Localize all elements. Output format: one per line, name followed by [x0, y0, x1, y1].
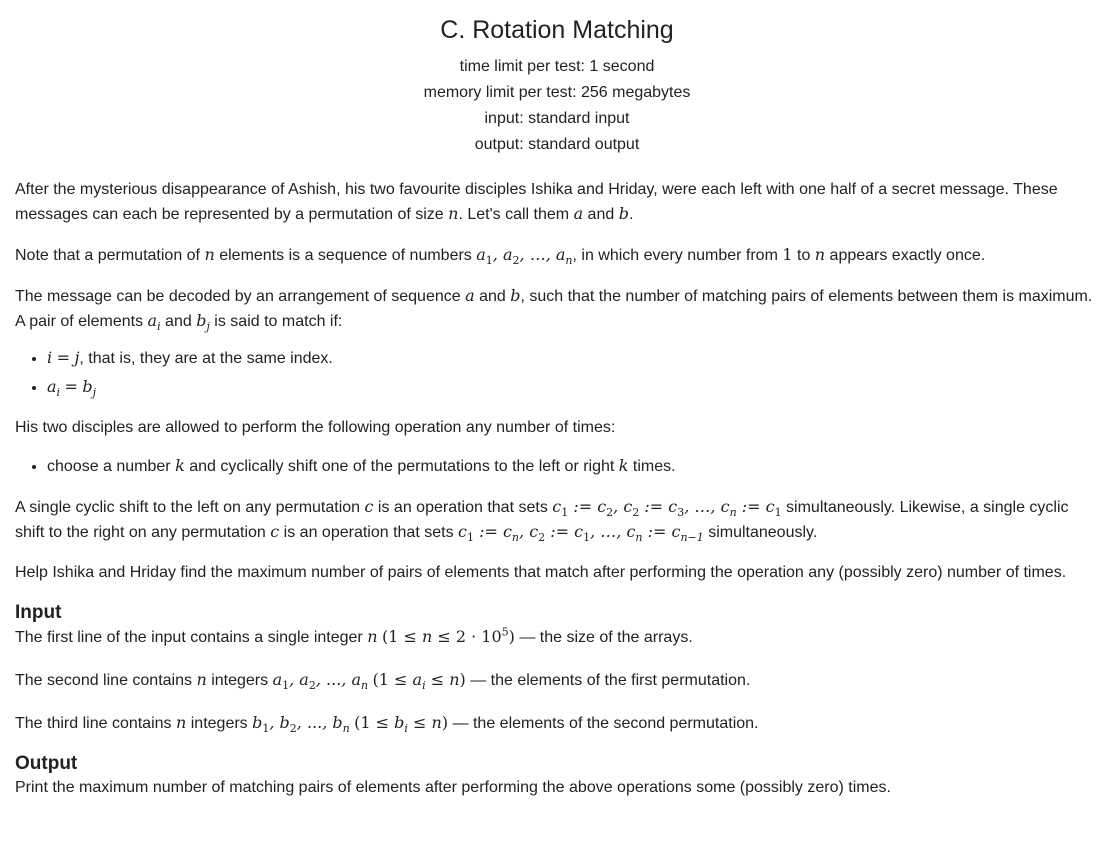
input-spec: input: standard input [484, 110, 630, 127]
output-spec: output: standard output [474, 136, 640, 153]
output-text: Print the maximum number of matching pairs of elements after performing the above operations some (possibly zero) times. [15, 779, 891, 796]
list-item: • choose a number k and cyclically shift one of the permutations to the left or right k times. [47, 452, 1099, 481]
match-conditions-list [15, 344, 1099, 402]
problem-header [15, 0, 1099, 158]
memory-limit: memory limit per test: 256 megabytes [423, 84, 691, 101]
input-line-2: The second line contains n integers $a_1$, $a_2$, ..., $a_n$ $(1 \le a_i \le n)$ — the elements of the first permutation. [15, 670, 751, 693]
input-line-1: The first line of the input contains a single integer n $(1 \le n \le 2 \cdot 10^5)$ — the size of the arrays. [15, 625, 693, 646]
output-section-title: Output [15, 753, 78, 774]
statement-paragraph-2: Note that a permutation of n elements is a sequence of numbers $a_1$, $a_2$, …, $a_n$, in which every number from 1 to n appears exactly once. [15, 245, 986, 268]
input-line-3: The third line contains n integers $b_1$, $b_2$, ..., $b_n$ $(1 \le b_i \le n)$ — the elements of the second permutation. [15, 713, 759, 736]
input-section-title: Input [15, 602, 62, 623]
operation-list [15, 452, 1099, 481]
problem-title: C. Rotation Matching [440, 16, 674, 44]
statement-paragraph-3: The message can be decoded by an arrangement of sequence a and b, such that the number of matching pairs of elements between them is maximum. A pair of elements $a_i$ and $b_j$ is said to match if: [15, 286, 1093, 334]
statement-paragraph-6: Help Ishika and Hriday find the maximum number of pairs of elements that match after performing the operation any (possibly zero) number of times. [15, 564, 1067, 581]
statement-paragraph-4: His two disciples are allowed to perform the following operation any number of times: [15, 419, 616, 436]
statement-paragraph-5: A single cyclic shift to the left on any permutation c is an operation that sets $c_1$ := $c_2$, $c_2$ := $c_3$, …, $c_n$ := $c_1$ simultaneously. Likewise, a single cyclic shift to the right on any permutation c is an operation that sets $c_1$ := $c_n$, $c_2$ := $c_1$, …, $c_n$ := $c_{n-1}$ simultaneously. [15, 497, 1069, 545]
list-item: • i = j, that is, they are at the same index. [47, 344, 1099, 373]
list-item: • $a_i = b_j$ [47, 373, 1099, 402]
statement-paragraph-1: After the mysterious disappearance of Ashish, his two favourite disciples Ishika and Hriday, were each left with one half of a secret message. These messages can each be represented by a permutation of size n. Let's call them a and b. [15, 181, 1058, 223]
time-limit: time limit per test: 1 second [459, 58, 655, 75]
